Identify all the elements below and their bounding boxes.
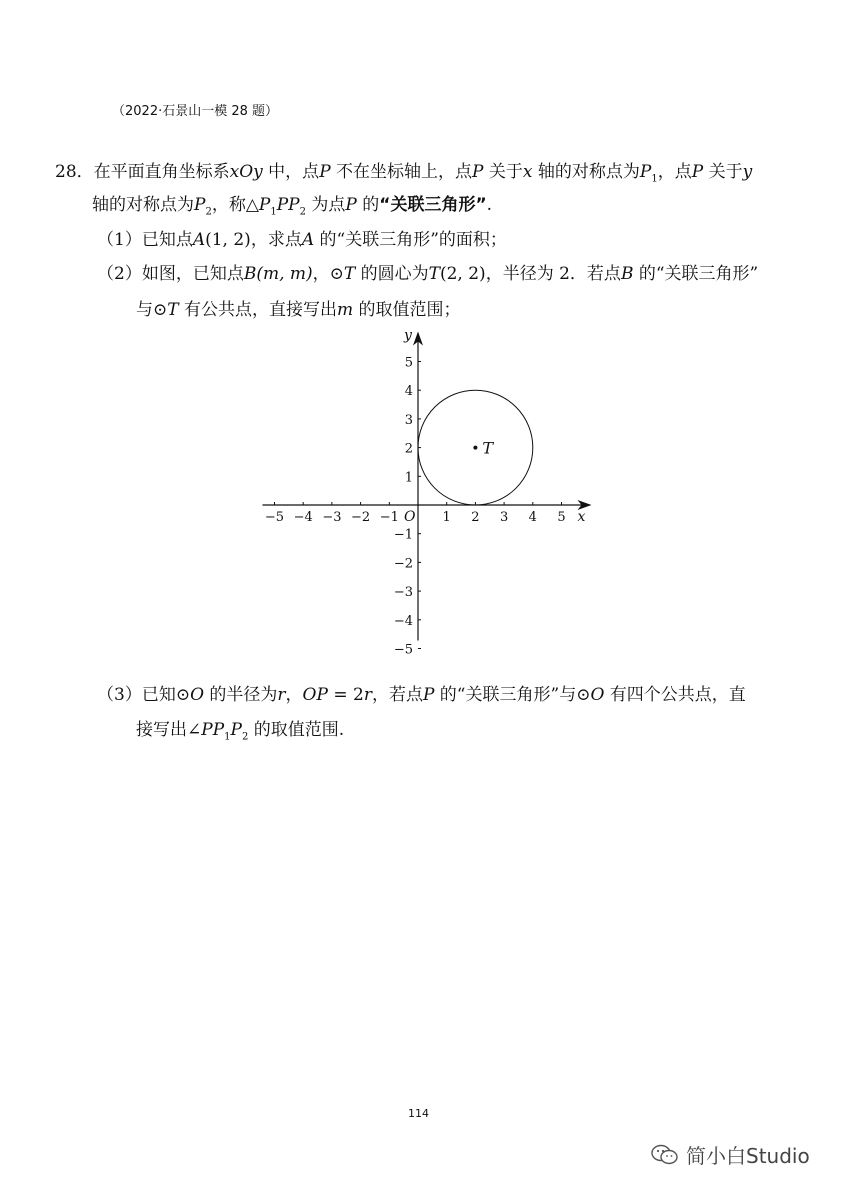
math: P: [194, 195, 206, 215]
question-3-line-2: [136, 715, 344, 742]
math: O: [190, 685, 204, 705]
subscript: 1: [270, 206, 277, 218]
y-tick-label: −5: [393, 642, 413, 658]
text: ，称△: [211, 195, 259, 215]
math: = 2: [327, 685, 364, 705]
text: 的半径为: [204, 685, 278, 705]
y-tick-label: 5: [404, 355, 413, 371]
text: 接写出∠: [136, 720, 202, 740]
math: x: [522, 162, 533, 182]
bold-term: “关联三角形”: [379, 195, 487, 215]
text: 的: [356, 195, 380, 215]
x-tick-label: 1: [442, 510, 451, 525]
math: P: [258, 195, 271, 215]
math: A: [301, 230, 315, 250]
text: 的“关联三角形”与⊙: [434, 685, 591, 705]
subscript: 1: [651, 173, 658, 185]
text: 中，点: [262, 162, 320, 182]
question-2-line-1: [97, 259, 758, 284]
math: P: [639, 162, 652, 182]
text: .: [486, 195, 493, 215]
text: ，: [285, 685, 303, 705]
y-axis-label: y: [404, 330, 412, 344]
origin-label: O: [404, 509, 416, 525]
y-tick-label: −4: [393, 613, 413, 629]
x-tick-label: −4: [293, 510, 313, 525]
subscript: 1: [224, 731, 231, 743]
x-tick-label: −1: [379, 510, 399, 525]
text: ，求点: [250, 230, 302, 250]
question-3-line-1: [97, 680, 746, 705]
math: r: [277, 685, 286, 705]
math: T: [428, 264, 440, 284]
question-2-line-2: [136, 295, 461, 320]
x-tick-label: 3: [499, 510, 509, 525]
question-1: [97, 225, 507, 250]
math: P: [422, 685, 435, 705]
math: B: [243, 264, 257, 284]
problem-intro-line-1: [55, 157, 752, 184]
x-axis-label: x: [577, 509, 586, 525]
math: xOy: [229, 162, 263, 182]
x-tick-label: 2: [471, 510, 480, 525]
y-tick-label: −1: [393, 527, 413, 543]
math: O: [590, 685, 605, 705]
text: 为点: [306, 195, 346, 215]
math: B: [620, 264, 634, 284]
text: ，半径为 2．若点: [485, 264, 621, 284]
page-number: 114: [408, 1107, 429, 1120]
subscript: 2: [241, 731, 249, 743]
text: 的圆心为: [355, 264, 429, 284]
math: T: [167, 300, 179, 320]
math: PP: [201, 720, 225, 740]
y-tick-label: 2: [404, 441, 413, 457]
text: 的“关联三角形”: [633, 264, 759, 284]
wechat-icon: [650, 1143, 680, 1167]
problem-number: 28．: [55, 162, 94, 182]
circle-center-point: [473, 446, 477, 450]
math: P: [691, 162, 704, 182]
text: 的取值范围；: [353, 300, 461, 320]
watermark: [650, 1140, 810, 1169]
text: 的取值范围.: [248, 720, 345, 740]
source-note: （2022·石景山一模 28 题）: [112, 104, 279, 119]
math: T: [343, 264, 356, 284]
text: ，⊙: [312, 264, 344, 284]
x-tick-label: −2: [351, 510, 371, 525]
math: P: [319, 162, 331, 182]
text: 关于: [483, 162, 523, 182]
problem-intro-line-2: [92, 190, 492, 217]
math: m: [337, 300, 354, 320]
text: （1）已知点: [97, 230, 193, 250]
math: P: [472, 162, 484, 182]
text: ，点: [657, 162, 692, 182]
y-tick-labels: [394, 356, 413, 658]
y-tick-label: −2: [393, 556, 413, 572]
math: OP: [302, 685, 328, 705]
x-tick-label: 5: [557, 510, 566, 525]
text: 轴的对称点为: [532, 162, 640, 182]
math: y: [742, 162, 753, 182]
text: 的“关联三角形”的面积；: [314, 230, 507, 250]
text: ，若点: [371, 685, 423, 705]
math: P: [345, 195, 357, 215]
y-tick-label: 1: [404, 470, 413, 486]
math: P: [230, 720, 242, 740]
text: 不在坐标轴上，点: [330, 162, 473, 182]
text: 轴的对称点为: [92, 195, 194, 215]
subscript: 2: [205, 206, 212, 218]
math: r: [363, 685, 372, 705]
text: 关于: [703, 162, 743, 182]
coordinate-figure: [252, 330, 597, 665]
text: 在平面直角坐标系: [93, 162, 230, 182]
circle-center-label: T: [482, 438, 494, 458]
text: 与⊙: [136, 300, 168, 320]
text: 有四个公共点，直: [604, 685, 746, 705]
math-coords: (m, m): [256, 264, 313, 284]
math: A: [192, 230, 206, 250]
text: （3）已知⊙: [97, 685, 191, 705]
x-tick-label: −3: [322, 510, 342, 525]
x-tick-label: 4: [528, 510, 537, 525]
y-tick-label: −3: [393, 585, 413, 601]
y-tick-label: 4: [404, 384, 413, 400]
text: 有公共点，直接写出: [178, 300, 337, 320]
subscript: 2: [299, 206, 306, 218]
math: PP: [276, 195, 300, 215]
y-tick-label: 3: [404, 412, 413, 428]
watermark-text: 简小白Studio: [686, 1144, 810, 1168]
text: （2）如图，已知点: [97, 264, 244, 284]
x-tick-label: −5: [264, 510, 285, 525]
math-coords: (1, 2): [205, 230, 251, 250]
math-coords: (2, 2): [439, 264, 486, 284]
